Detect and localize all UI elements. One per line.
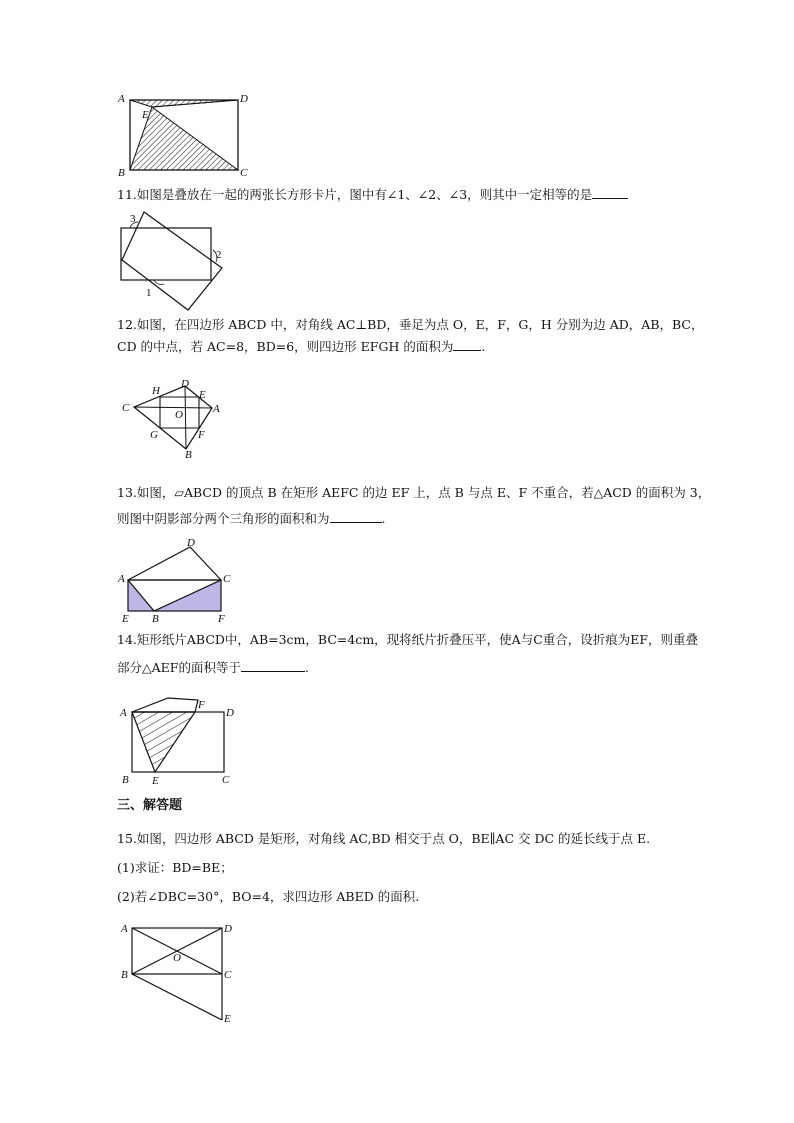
angle-label-2: 2 [216, 249, 222, 261]
question-15 [117, 824, 650, 911]
label-A: A [120, 707, 127, 719]
question-13-line1: 13.如图，▱ABCD 的顶点 B 在矩形 AEFC 的边 EF 上，点 B 与点 E、F 不重合，若△ACD 的面积为 3， [117, 485, 711, 500]
label-B: B [185, 449, 192, 460]
label-G: G [150, 429, 158, 441]
label-C: C [223, 573, 231, 585]
answer-blank-14[interactable] [241, 657, 305, 672]
question-13 [117, 480, 710, 532]
label-F: F [218, 613, 225, 625]
label-C: C [222, 774, 230, 786]
figure-11 [116, 208, 228, 312]
label-A: A [121, 923, 128, 935]
label-F: F [198, 429, 205, 441]
question-12-line2: CD 的中点，若 AC=8，BD=6，则四边形 EFGH 的面积为 [117, 339, 454, 354]
label-A: A [213, 403, 220, 415]
label-C: C [240, 167, 248, 179]
question-14-line1: 14.矩形纸片ABCD中，AB=3cm，BC=4cm，现将纸片折叠压平，使A与C重合，设折痕为EF，则重叠 [117, 632, 699, 647]
angle-label-1: 1 [146, 287, 152, 299]
figure-12 [118, 376, 228, 460]
question-11-text: 11.如图是叠放在一起的两张长方形卡片，图中有∠1、∠2、∠3，则其中一定相等的是 [117, 187, 593, 202]
label-E: E [224, 1013, 231, 1025]
label-H: H [152, 385, 160, 397]
label-A: A [118, 573, 125, 585]
question-15-line2: (1)求证：BD=BE； [117, 860, 233, 875]
label-E: E [142, 109, 149, 121]
figure-10 [112, 88, 252, 180]
label-E: E [122, 613, 129, 625]
question-12-line1: 12.如图，在四边形 ABCD 中，对角线 AC⊥BD，垂足为点 O，E，F，G，H 分别为边 AD，AB，BC， [117, 317, 704, 332]
answer-blank-13[interactable] [330, 508, 382, 523]
label-A: A [118, 93, 125, 105]
question-15-line3: (2)若∠DBC=30°，BO=4，求四边形 ABED 的面积. [117, 889, 420, 904]
label-C: C [224, 969, 232, 981]
question-13-line2: 则图中阴影部分两个三角形的面积和为 [117, 511, 330, 526]
label-O: O [175, 409, 183, 421]
label-E: E [199, 389, 206, 401]
answer-blank-11[interactable] [592, 184, 628, 199]
question-15-line1: 15.如图，四边形 ABCD 是矩形，对角线 AC,BD 相交于点 O，BE∥AC 交 DC 的延长线于点 E. [117, 831, 651, 846]
label-D: D [181, 378, 189, 390]
label-B: B [118, 167, 125, 179]
label-C: C [122, 402, 130, 414]
label-B: B [152, 613, 159, 625]
question-12-end: . [481, 339, 486, 354]
angle-label-3: 3 [130, 213, 136, 225]
question-14 [117, 626, 698, 682]
label-F: F [198, 699, 205, 711]
question-13-end: . [381, 511, 386, 526]
label-D: D [240, 93, 248, 105]
figure-13 [116, 536, 240, 626]
label-D: D [187, 537, 195, 549]
question-12 [117, 314, 703, 358]
label-D: D [224, 923, 232, 935]
label-D: D [226, 707, 234, 719]
figure-15 [118, 918, 238, 1028]
section-title-3: 三、解答题 [117, 798, 183, 813]
question-14-line2: 部分△AEF的面积等于 [117, 660, 241, 675]
label-B: B [121, 969, 128, 981]
answer-blank-12[interactable] [453, 336, 481, 351]
label-E: E [152, 775, 159, 787]
label-B: B [122, 774, 129, 786]
question-14-end: . [304, 660, 309, 675]
question-11 [117, 184, 628, 206]
figure-14 [116, 688, 246, 788]
label-O: O [173, 952, 181, 964]
